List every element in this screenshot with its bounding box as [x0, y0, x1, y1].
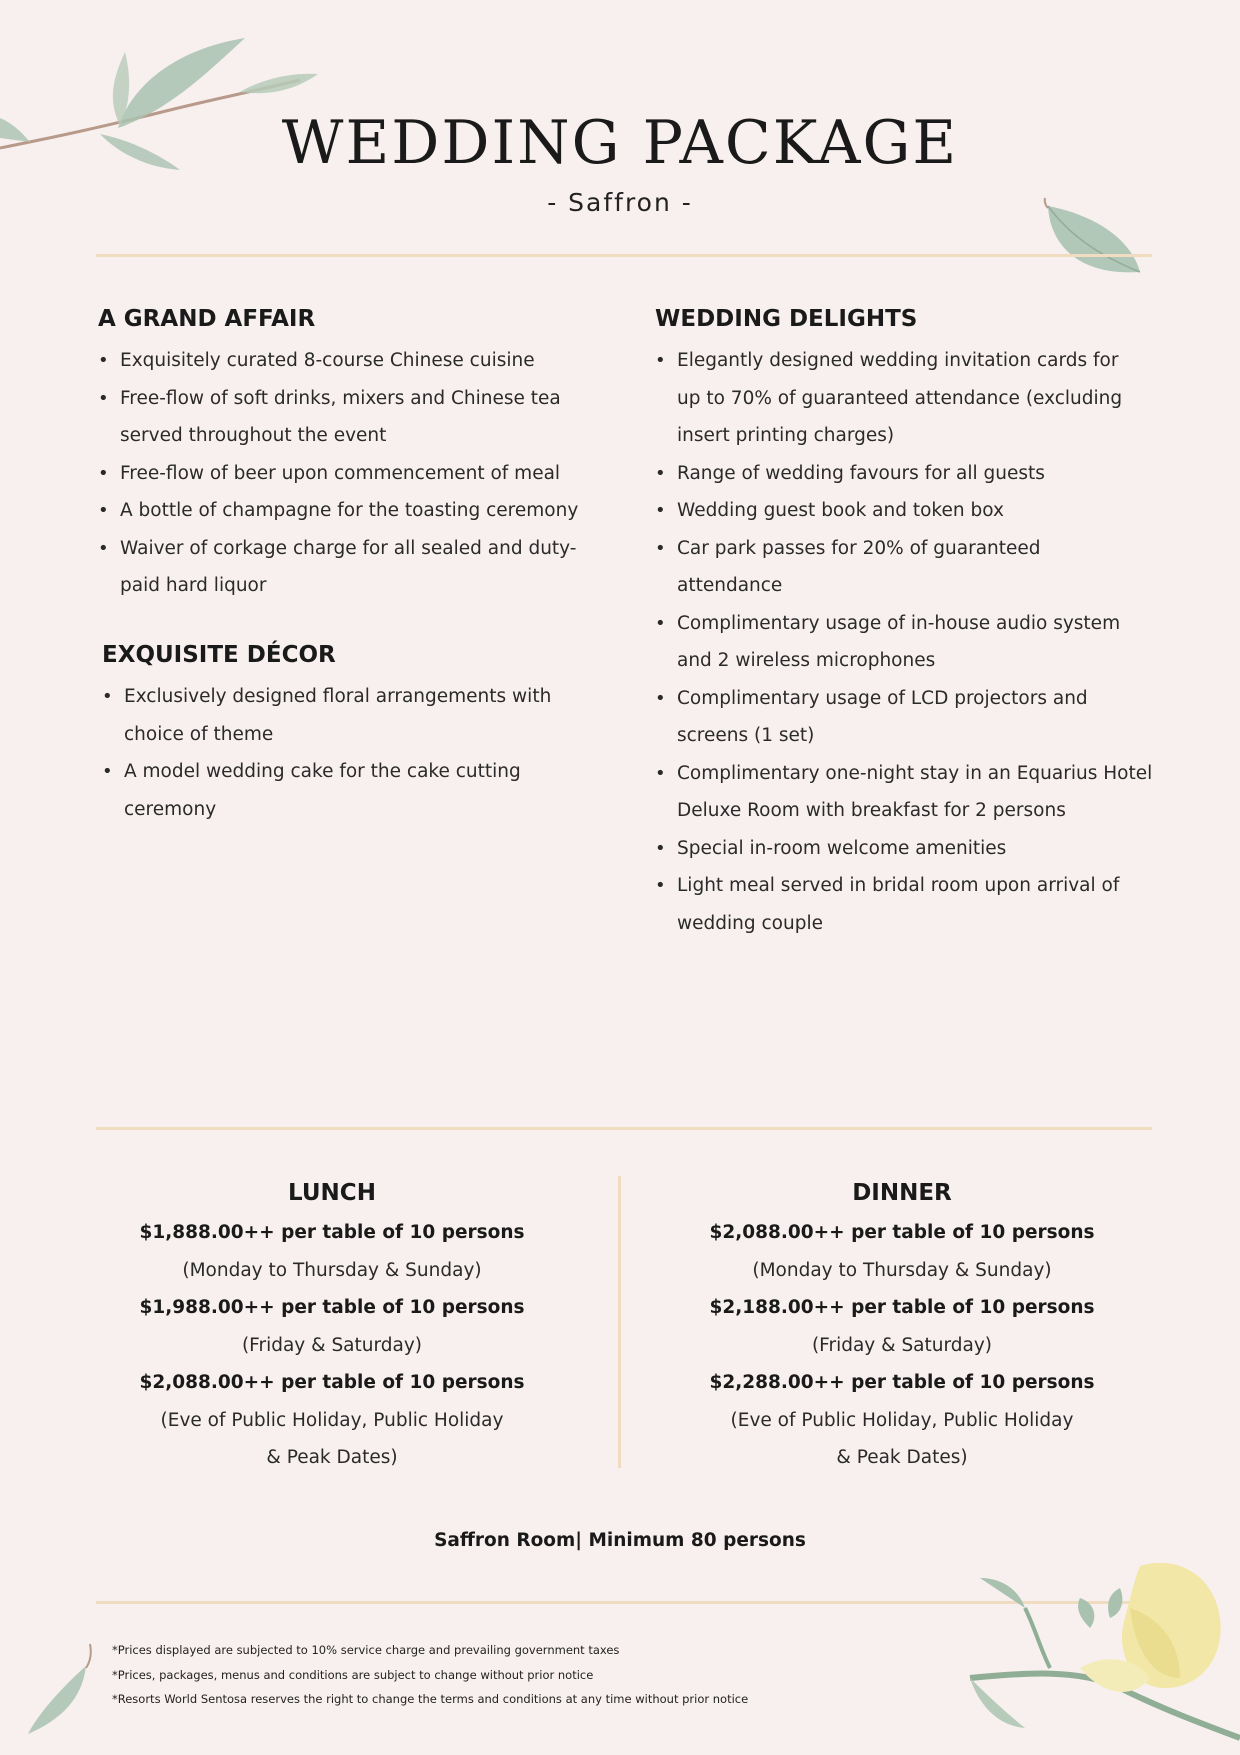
- list-item-line: and 2 wireless microphones: [677, 650, 936, 671]
- list-item: [655, 830, 1155, 868]
- list-item-line: Range of wedding favours for all guests: [677, 462, 1045, 484]
- leaf-icon: [1040, 196, 1150, 286]
- list-item-line: Complimentary usage of LCD projectors and: [677, 687, 1088, 709]
- price-line: $2,088.00++ per table of 10 persons: [139, 1372, 525, 1393]
- list-item-line: Elegantly designed wedding invitation cards for: [677, 350, 1119, 371]
- list-item-line: A model wedding cake for the cake cutting: [124, 761, 521, 782]
- list-item-line: Wedding guest book and token box: [677, 500, 1004, 521]
- yellow-flower-icon: [930, 1548, 1240, 1755]
- list-item: [655, 530, 1155, 605]
- list-item-line: Car park passes for 20% of guaranteed: [677, 537, 1041, 559]
- list-item: [655, 342, 1155, 455]
- list-item-line: paid hard liquor: [120, 575, 267, 596]
- grand-affair-section: [98, 306, 618, 605]
- list-item-line: Exquisitely curated 8-course Chinese cuisine: [120, 350, 535, 371]
- price-condition: & Peak Dates): [266, 1447, 398, 1468]
- list-item-line: Light meal served in bridal room upon arrival of: [677, 875, 1120, 896]
- price-condition: (Eve of Public Holiday, Public Holiday: [160, 1409, 504, 1431]
- price-condition: (Eve of Public Holiday, Public Holiday: [730, 1409, 1074, 1431]
- price-line: $1,988.00++ per table of 10 persons: [139, 1297, 525, 1318]
- lunch-lines: [102, 1214, 562, 1477]
- section-heading: EXQUISITE DÉCOR: [102, 642, 336, 668]
- footnotes: [112, 1638, 748, 1712]
- list-item-line: screens (1 set): [677, 725, 815, 746]
- list-item: [98, 530, 618, 605]
- wedding-delights-section: [655, 306, 1155, 942]
- price-condition: (Friday & Saturday): [811, 1334, 993, 1356]
- list-item-line: Special in-room welcome amenities: [677, 837, 1007, 859]
- section-heading: WEDDING DELIGHTS: [655, 306, 918, 332]
- list-item-line: served throughout the event: [120, 425, 387, 446]
- list-item-line: choice of theme: [124, 723, 274, 745]
- page-subtitle: - Saffron -: [547, 188, 693, 217]
- list-item: [102, 753, 622, 828]
- list-item-line: A bottle of champagne for the toasting ceremony: [120, 500, 579, 521]
- middle-divider: [96, 1127, 1152, 1130]
- list-item: [655, 867, 1155, 942]
- column-divider: [618, 1176, 621, 1468]
- list-item-line: Free-flow of beer upon commencement of meal: [120, 462, 561, 484]
- list-item: [98, 342, 618, 380]
- footnote: *Resorts World Sentosa reserves the right to change the terms and conditions at any time without prior notice: [112, 1692, 749, 1706]
- decor-section: [102, 642, 622, 828]
- list-item-line: up to 70% of guaranteed attendance (excluding: [677, 387, 1123, 409]
- list-item-line: ceremony: [124, 798, 217, 820]
- list-item: [655, 605, 1155, 680]
- lunch-pricing: [102, 1180, 562, 1477]
- list-item: [98, 455, 618, 493]
- list-item-line: Free-flow of soft drinks, mixers and Chinese tea: [120, 387, 561, 409]
- list-item-line: Deluxe Room with breakfast for 2 persons: [677, 800, 1066, 821]
- list-item: [102, 678, 622, 753]
- price-condition: (Monday to Thursday & Sunday): [752, 1259, 1052, 1281]
- price-condition: (Monday to Thursday & Sunday): [182, 1259, 482, 1281]
- list-item-line: Waiver of corkage charge for all sealed and duty-: [120, 537, 577, 559]
- price-line: $1,888.00++ per table of 10 persons: [139, 1222, 525, 1243]
- list-item: [655, 455, 1155, 493]
- dinner-heading: DINNER: [852, 1180, 952, 1206]
- price-condition: & Peak Dates): [836, 1447, 968, 1468]
- page-title: WEDDING PACKAGE: [281, 108, 959, 178]
- footnote: *Prices, packages, menus and conditions are subject to change without prior notice: [112, 1667, 594, 1682]
- list-item-line: attendance: [677, 575, 783, 596]
- leaf-icon: [20, 1640, 100, 1740]
- list-item: [655, 492, 1155, 530]
- list-item-line: insert printing charges): [677, 425, 895, 446]
- grand-affair-list: [98, 342, 618, 605]
- top-divider: [96, 254, 1152, 257]
- list-item: [655, 755, 1155, 830]
- list-item: [98, 492, 618, 530]
- list-item-line: wedding couple: [677, 912, 823, 934]
- price-line: $2,088.00++ per table of 10 persons: [709, 1222, 1095, 1243]
- dinner-lines: [672, 1214, 1132, 1477]
- section-heading: A GRAND AFFAIR: [98, 306, 316, 332]
- decor-list: [102, 678, 622, 828]
- list-item: [655, 680, 1155, 755]
- list-item-line: Complimentary one-night stay in an Equarius Hotel: [677, 762, 1153, 784]
- dinner-pricing: [672, 1180, 1132, 1477]
- price-line: $2,288.00++ per table of 10 persons: [709, 1372, 1095, 1393]
- price-line: $2,188.00++ per table of 10 persons: [709, 1297, 1095, 1318]
- list-item-line: Complimentary usage of in-house audio system: [677, 612, 1121, 634]
- wedding-delights-list: [655, 342, 1155, 942]
- price-condition: (Friday & Saturday): [241, 1334, 423, 1356]
- room-info: Saffron Room| Minimum 80 persons: [434, 1530, 806, 1551]
- lunch-heading: LUNCH: [288, 1180, 376, 1206]
- list-item: [98, 380, 618, 455]
- list-item-line: Exclusively designed floral arrangements with: [124, 686, 552, 707]
- footnote: *Prices displayed are subjected to 10% service charge and prevailing government taxes: [112, 1643, 620, 1657]
